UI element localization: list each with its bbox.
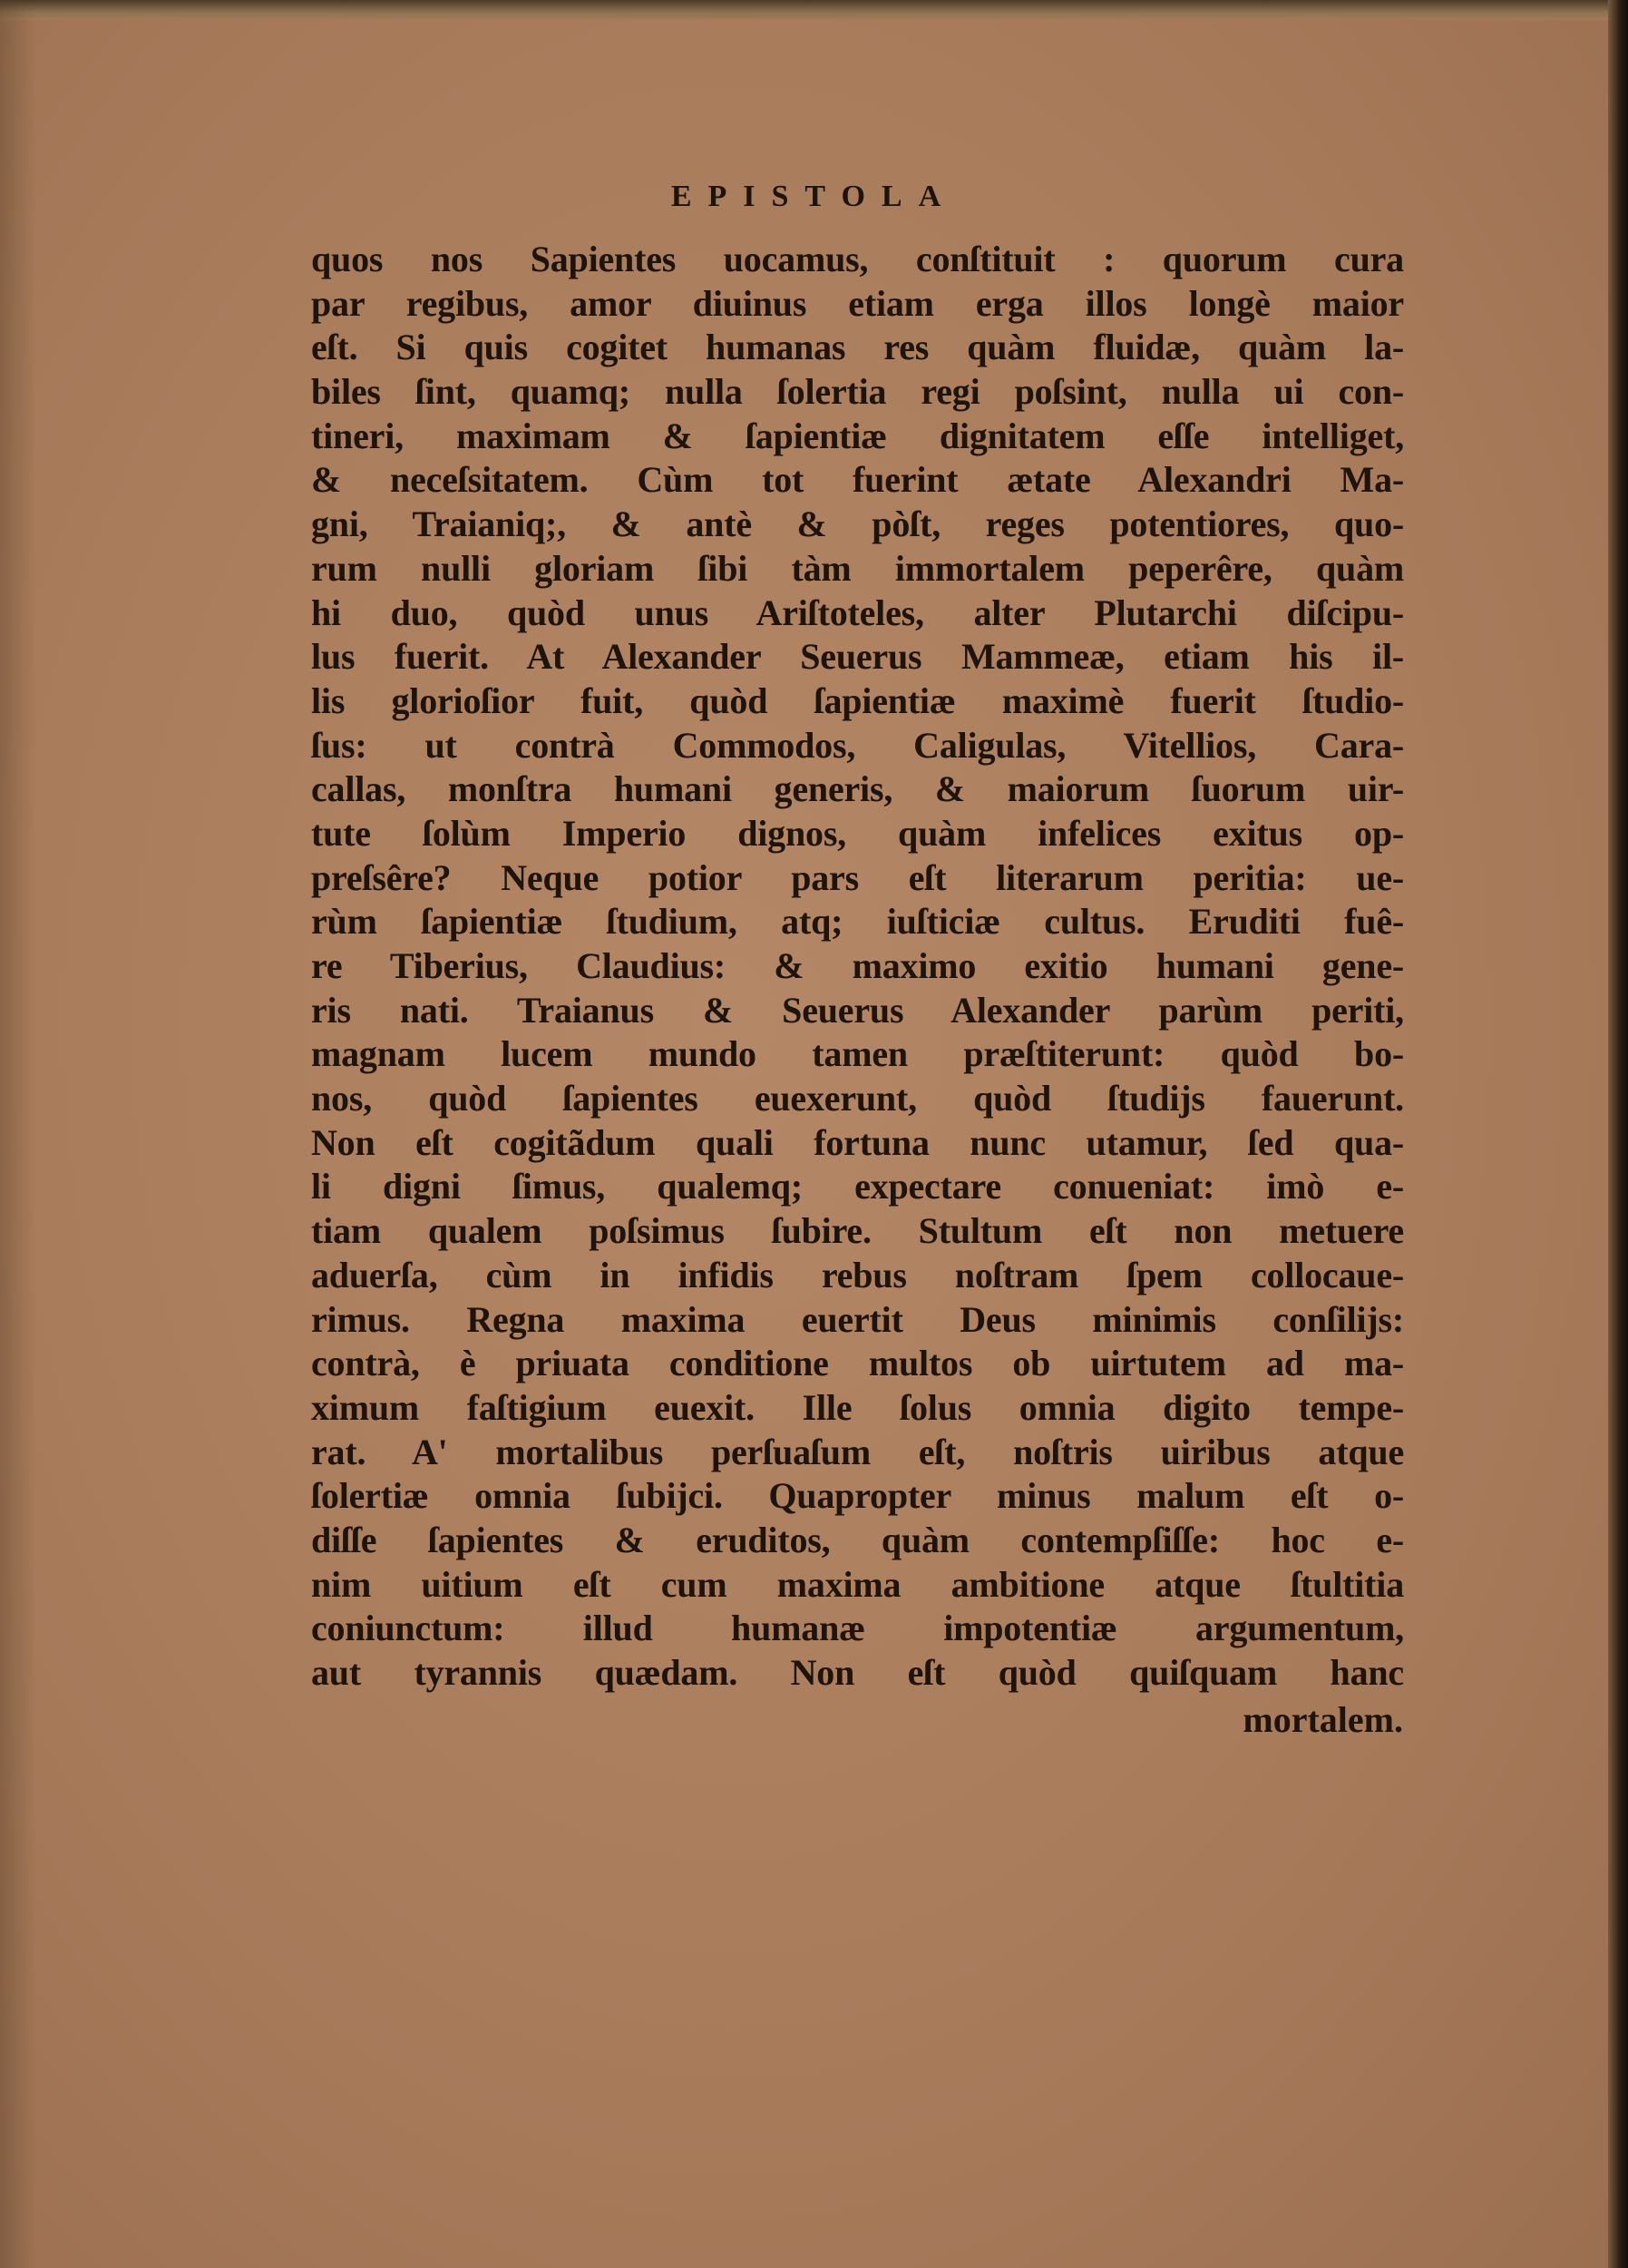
text-line: magnam lucem mundo tamen præſtiterunt: quòd bo- bbox=[311, 1033, 1404, 1075]
text-line: coniunctum: illud humanæ impotentiæ argumentum, bbox=[311, 1608, 1404, 1649]
text-line: aut tyrannis quædam. Non eſt quòd quiſquam hanc bbox=[311, 1652, 1404, 1693]
text-line: & neceſsitatem. Cùm tot fuerint ætate Alexandri Ma- bbox=[311, 459, 1404, 501]
text-line: ſus: ut contrà Commodos, Caligulas, Vitellios, Cara- bbox=[311, 724, 1404, 766]
text-line: nos, quòd ſapientes euexerunt, quòd ſtudijs fauerunt. bbox=[311, 1078, 1404, 1119]
text-line: par regibus, amor diuinus etiam erga illos longè maior bbox=[311, 282, 1404, 324]
text-line: tineri, maximam & ſapientiæ dignitatem eſſe intelliget, bbox=[311, 415, 1404, 456]
text-line: biles ſint, quamq; nulla ſolertia regi poſsint, nulla ui con- bbox=[311, 371, 1404, 413]
text-line: ximum faſtigium euexit. Ille ſolus omnia digito tempe- bbox=[311, 1386, 1404, 1428]
text-line: aduerſa, cùm in infidis rebus noſtram ſpem collocaue- bbox=[311, 1254, 1404, 1295]
text-line: tute ſolùm Imperio dignos, quàm infelices exitus op- bbox=[311, 812, 1404, 854]
text-line: hi duo, quòd unus Ariſtoteles, alter Plutarchi diſcipu- bbox=[311, 591, 1404, 633]
text-line: tiam qualem poſsimus ſubire. Stultum eſt non metuere bbox=[311, 1210, 1404, 1252]
text-line: rum nulli gloriam ſibi tàm immortalem peperêre, quàm bbox=[311, 547, 1404, 589]
text-line: gni, Traianiq;, & antè & pòſt, reges potentiores, quo- bbox=[311, 503, 1404, 545]
text-line: rùm ſapientiæ ſtudium, atq; iuſticiæ cultus. Eruditi fuê- bbox=[311, 901, 1404, 943]
page-top-edge bbox=[0, 0, 1628, 20]
text-line: callas, monſtra humani generis, & maiorum ſuorum uir- bbox=[311, 768, 1404, 810]
catchword: mortalem. bbox=[1243, 1699, 1403, 1740]
body-text bbox=[311, 238, 1404, 1696]
text-line: rimus. Regna maxima euertit Deus minimis conſilijs: bbox=[311, 1298, 1404, 1340]
text-line: preſsêre? Neque potior pars eſt literarum peritia: ue- bbox=[311, 856, 1404, 898]
text-line: rat. A' mortalibus perſuaſum eſt, noſtris uiribus atque bbox=[311, 1431, 1404, 1472]
text-line: nim uitium eſt cum maxima ambitione atque ſtultitia bbox=[311, 1563, 1404, 1605]
text-line: eſt. Si quis cogitet humanas res quàm fluidæ, quàm la- bbox=[311, 327, 1404, 368]
text-line: li digni ſimus, qualemq; expectare conueniat: imò e- bbox=[311, 1166, 1404, 1207]
text-line: contrà, è priuata conditione multos ob uirtutem ad ma- bbox=[311, 1343, 1404, 1384]
text-line: ris nati. Traianus & Seuerus Alexander parùm periti, bbox=[311, 989, 1404, 1031]
text-line: ſolertiæ omnia ſubijci. Quapropter minus malum eſt o- bbox=[311, 1475, 1404, 1517]
page-gutter-shadow bbox=[0, 0, 36, 2268]
text-line: quos nos Sapientes uocamus, conſtituit : quorum cura bbox=[311, 239, 1404, 279]
text-line: lus fuerit. At Alexander Seuerus Mammeæ, etiam his il- bbox=[311, 636, 1404, 678]
text-line: lis glorioſior fuit, quòd ſapientiæ maximè fuerit ſtudio- bbox=[311, 679, 1404, 721]
text-line: diſſe ſapientes & eruditos, quàm contempſiſſe: hoc e- bbox=[311, 1519, 1404, 1560]
page-right-edge bbox=[1608, 0, 1628, 2268]
text-line: re Tiberius, Claudius: & maximo exitio humani gene- bbox=[311, 945, 1404, 986]
text-line: Non eſt cogitãdum quali fortuna nunc utamur, ſed qua- bbox=[311, 1121, 1404, 1163]
running-head: EPISTOLA bbox=[670, 180, 958, 213]
